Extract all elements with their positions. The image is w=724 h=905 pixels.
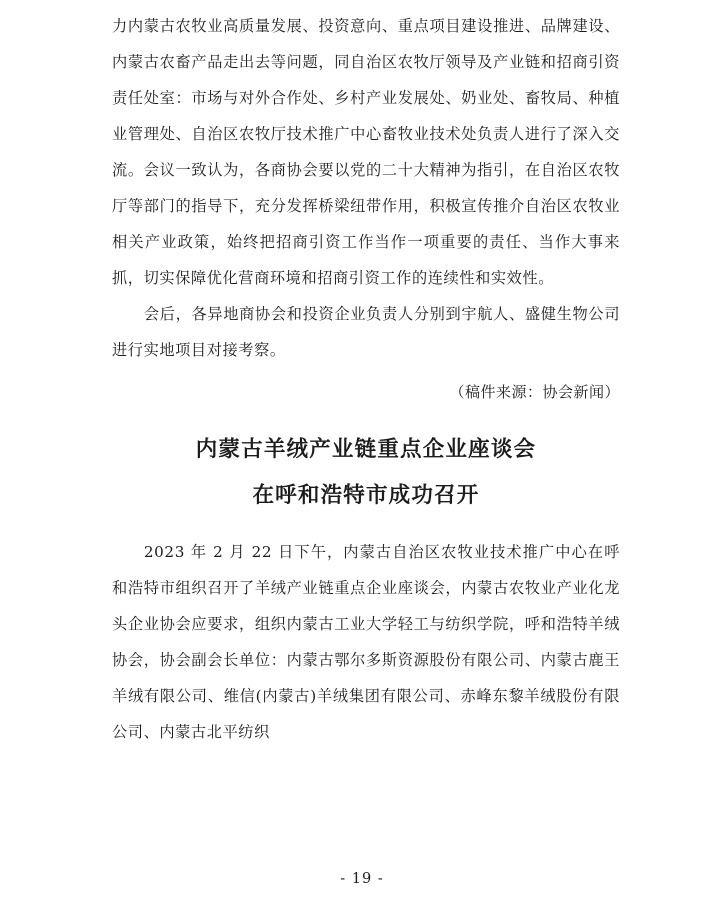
page-number: - 19 -: [340, 871, 384, 887]
paragraph-after-meeting: 会后，各异地商协会和投资企业负责人分别到宇航人、盛健生物公司进行实地项目对接考察。: [112, 305, 620, 359]
source-attribution: （稿件来源：协会新闻）: [449, 383, 620, 401]
paragraph-continuation: 力内蒙古农牧业高质量发展、投资意向、重点项目建设推进、品牌建设、内蒙古农畜产品走出去等问题，同自治区农牧厅领导及产业链和招商引资责任处室：市场与对外合作处、乡村产业发展处、奶业处、畜牧局、种植业管理处、自治区农牧厅技术推广中心畜牧业技术处负责人进行了深入交流。会议一致认为，各商协会要以党的二十大精神为指引，在自治区农牧厅等部门的指导下，充分发挥桥梁纽带作用，积极宣传推介自治区农牧业相关产业政策，始终把招商引资工作当作一项重要的责任、当作大事来抓，切实保障优化营商环境和招商引资工作的连续性和实效性。: [112, 17, 620, 287]
article-headline-line-1: 内蒙古羊绒产业链重点企业座谈会: [195, 437, 537, 462]
article-first-paragraph: 2023 年 2 月 22 日下午，内蒙古自治区农牧业技术推广中心在呼和浩特市组织召开了羊绒产业链重点企业座谈会，内蒙古农牧业产业化龙头企业协会应要求，组织内蒙古工业大学轻工与纺织学院，呼和浩特羊绒协会，协会副会长单位：内蒙古鄂尔多斯资源股份有限公司、内蒙古鹿王羊绒有限公司、维信(内蒙古)羊绒集团有限公司、赤峰东黎羊绒股份有限公司、内蒙古北平纺织: [112, 543, 620, 741]
headline-body-spacer: [112, 518, 620, 534]
article-headline-line-2: 在呼和浩特市成功召开: [252, 483, 480, 508]
